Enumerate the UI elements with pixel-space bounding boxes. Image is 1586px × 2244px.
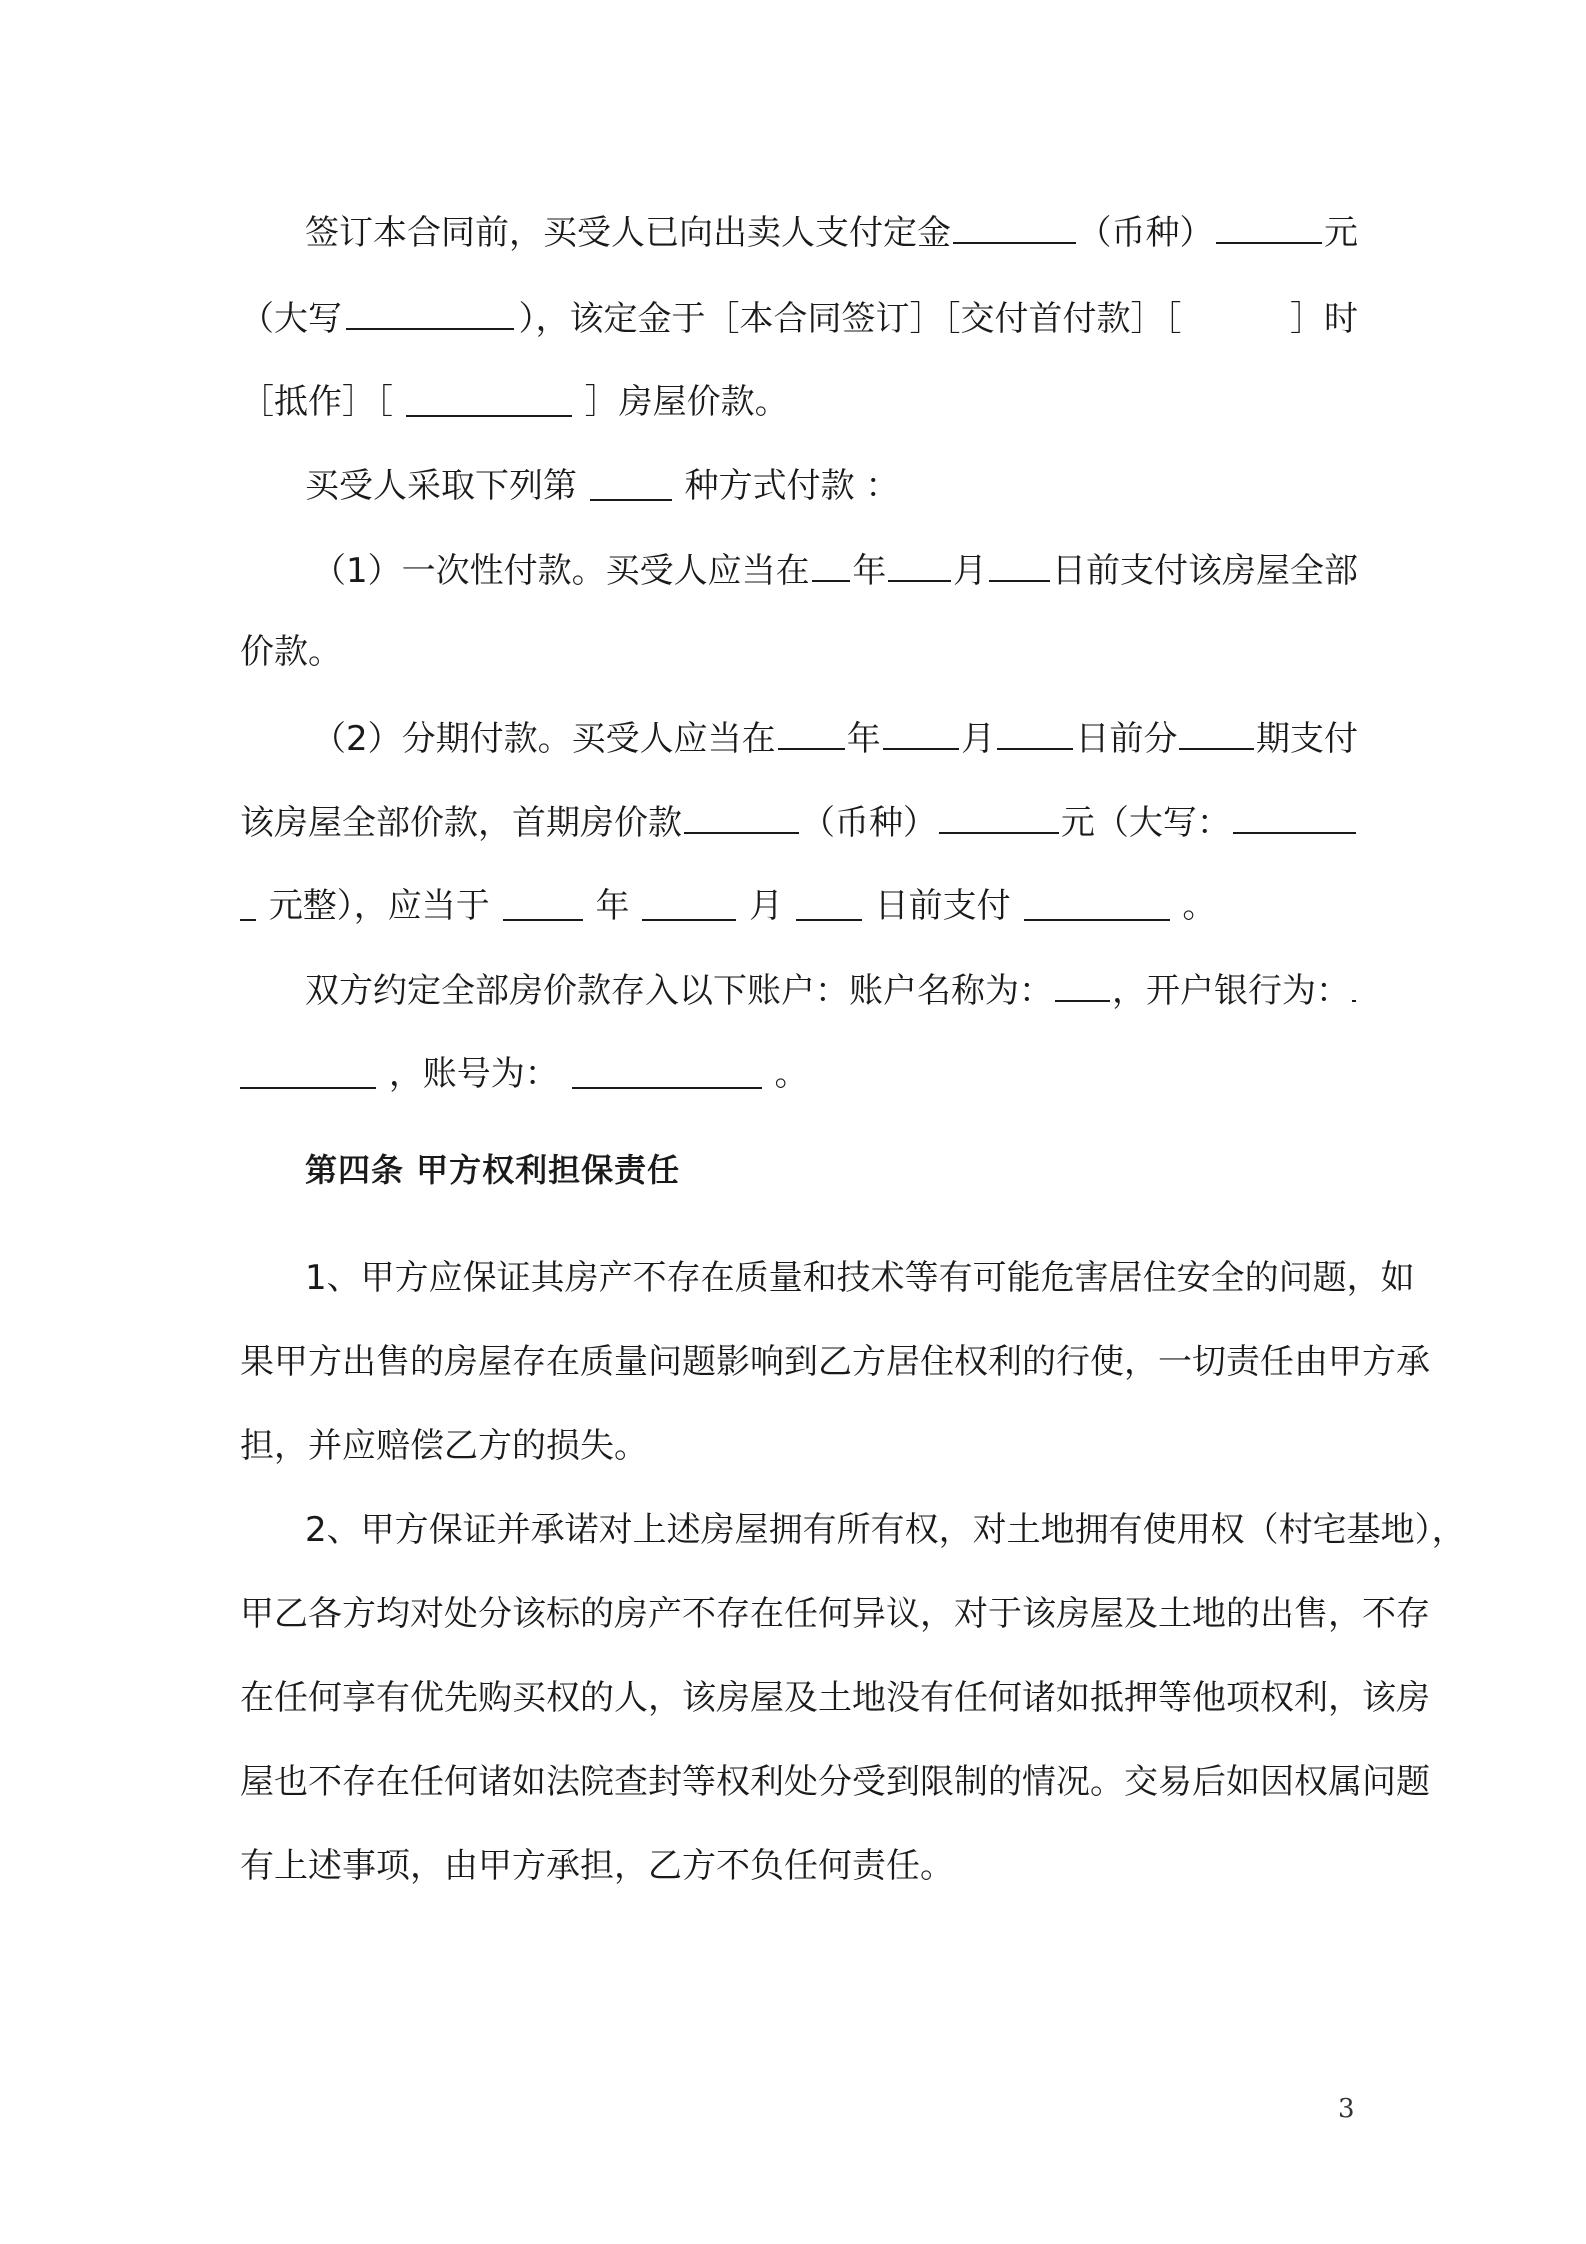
offset-blank[interactable] <box>406 383 572 417</box>
installment-count-blank[interactable] <box>1179 716 1254 750</box>
payment-method-suffix: 种方式付款 ： <box>684 466 900 506</box>
first-payment-capital-blank[interactable] <box>1233 800 1356 834</box>
year-label: 年 <box>852 551 887 591</box>
offset-label: ［抵作］［ <box>240 382 393 422</box>
account-number-label: ，账号为： <box>388 1054 559 1094</box>
due-amount-blank[interactable] <box>1024 887 1170 921</box>
account-name-text: 双方约定全部房价款存入以下账户：账户名称为： <box>305 971 1053 1011</box>
month-label: 月 <box>961 719 996 759</box>
account-line-1 <box>305 968 1358 1013</box>
option-one-line-2 <box>240 630 1358 674</box>
payment-method-blank[interactable] <box>590 467 672 501</box>
account-line-2 <box>240 1052 1358 1096</box>
currency-label: （币种） <box>800 803 937 843</box>
option-one-month-blank[interactable] <box>888 548 951 582</box>
first-payment-currency-blank[interactable] <box>939 800 1059 834</box>
account-name-blank[interactable] <box>1055 968 1110 1002</box>
capital-label: （大写 <box>240 299 342 339</box>
option-one-line-1 <box>312 548 1358 593</box>
clause-one-line-3: 担，并应赔偿乙方的损失。 <box>240 1426 648 1466</box>
deposit-line-3 <box>240 380 1358 424</box>
option-one-day-blank[interactable] <box>989 548 1050 582</box>
option-two-year-blank[interactable] <box>778 716 845 750</box>
option-one-end: 价款。 <box>240 632 342 672</box>
option-one-year-blank[interactable] <box>812 548 851 582</box>
page-number: 3 <box>1338 2094 1355 2124</box>
bank-name-continued-blank[interactable] <box>240 1055 376 1089</box>
option-two-line-2 <box>240 800 1358 845</box>
period-mark: 。 <box>774 1054 809 1094</box>
custom-condition-blank[interactable] <box>1186 296 1286 330</box>
clause-two-line-3: 在任何享有优先购买权的人，该房屋及土地没有任何诸如抵押等他项权利，该房 <box>240 1678 1430 1718</box>
deposit-text: 签订本合同前，买受人已向出卖人支付定金 <box>305 213 951 253</box>
clause-two-line-1: 2、甲方保证并承诺对上述房屋拥有所有权，对土地拥有使用权（村宅基地）， <box>305 1510 1466 1550</box>
deposit-usage-text: ），该定金于［本合同签订］［交付首付款］［ <box>518 299 1182 339</box>
account-number-blank[interactable] <box>572 1055 762 1089</box>
first-payment-blank[interactable] <box>684 800 799 834</box>
option-one-tail: 日前支付该房屋全部 <box>1052 551 1359 591</box>
period-mark: 。 <box>1182 886 1217 926</box>
clause-two-line-2: 甲乙各方均对处分该标的房产不存在任何异议，对于该房屋及土地的出售，不存 <box>240 1594 1430 1634</box>
deposit-amount-blank[interactable] <box>953 210 1076 244</box>
article-four-title: 第四条 甲方权利担保责任 <box>305 1151 681 1189</box>
capital-amount-blank[interactable] <box>346 296 514 330</box>
clause-one-line-2: 果甲方出售的房屋存在质量问题影响到乙方居住权利的行使，一切责任由甲方承 <box>240 1342 1430 1382</box>
yuan-label: 元 <box>1324 213 1358 253</box>
option-two-month-blank[interactable] <box>883 716 959 750</box>
option-two-day-blank[interactable] <box>997 716 1073 750</box>
clause-two-line-4: 屋也不存在任何诸如法院查封等权利处分受到限制的情况。交易后如因权属问题 <box>240 1762 1430 1802</box>
due-year-blank[interactable] <box>503 887 583 921</box>
bank-label: ，开户银行为： <box>1112 971 1351 1011</box>
installment-suffix: 期支付 <box>1256 719 1358 759</box>
bank-name-blank[interactable] <box>1352 968 1356 1002</box>
payment-method-text: 买受人采取下列第 <box>305 466 577 506</box>
option-one-text: （1）一次性付款。买受人应当在 <box>312 551 810 591</box>
currency-amount-blank[interactable] <box>1216 210 1322 244</box>
due-day-blank[interactable] <box>796 887 862 921</box>
year-label: 年 <box>846 719 881 759</box>
payment-method-line <box>305 464 1358 508</box>
house-price-label: ］房屋价款。 <box>584 382 789 422</box>
time-label: ］时 <box>1290 299 1358 339</box>
option-two-line-3 <box>240 884 1358 928</box>
deposit-line-2 <box>240 296 1358 341</box>
year-label: 年 <box>595 886 630 926</box>
deposit-line-1 <box>305 210 1358 255</box>
due-pay-text: 日前支付 <box>874 886 1011 926</box>
option-two-line-1 <box>312 716 1358 761</box>
due-month-blank[interactable] <box>642 887 736 921</box>
currency-label: （币种） <box>1077 213 1214 253</box>
due-date-text: 元整），应当于 <box>268 886 490 926</box>
capital-tail-blank[interactable] <box>240 887 256 921</box>
clause-one-line-1: 1、甲方应保证其房产不存在质量和技术等有可能危害居住安全的问题，如 <box>305 1258 1415 1298</box>
installment-label: 日前分 <box>1075 719 1178 759</box>
option-two-text: （2）分期付款。买受人应当在 <box>312 719 776 759</box>
capital-label: 元（大写： <box>1060 803 1231 843</box>
clause-two-line-5: 有上述事项，由甲方承担，乙方不负任何责任。 <box>240 1846 954 1886</box>
first-payment-text: 该房屋全部价款，首期房价款 <box>240 803 682 843</box>
month-label: 月 <box>952 551 987 591</box>
month-label: 月 <box>749 886 784 926</box>
